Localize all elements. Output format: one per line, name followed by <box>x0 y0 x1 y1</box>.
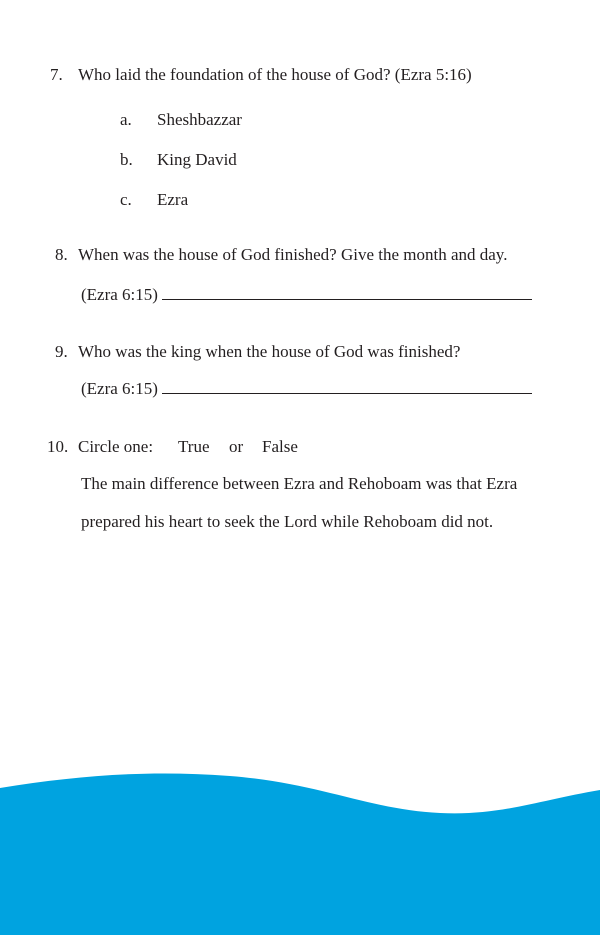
reference: (Ezra 6:15) <box>81 285 158 304</box>
answer-line <box>81 378 532 399</box>
choice-true[interactable]: True <box>178 437 210 456</box>
wave-decoration <box>0 770 600 935</box>
answer-blank[interactable] <box>162 284 532 300</box>
option-letter: a. <box>120 110 132 129</box>
option-text: Sheshbazzar <box>157 110 242 129</box>
wave-shape <box>0 773 600 935</box>
circle-prompt: Circle one: <box>78 437 154 456</box>
option-text: King David <box>157 150 237 169</box>
statement-line-1: The main difference between Ezra and Rehoboam was that Ezra <box>81 474 518 493</box>
question-number: 8. <box>55 245 68 264</box>
option-letter: b. <box>120 150 133 169</box>
answer-blank[interactable] <box>162 378 532 394</box>
answer-line <box>81 284 532 305</box>
question-number: 9. <box>55 342 68 361</box>
question-text: Who laid the foundation of the house of God? (Ezra 5:16) <box>78 65 472 84</box>
choice-false[interactable]: False <box>262 437 298 456</box>
question-number: 7. <box>50 65 63 84</box>
statement-line-2: prepared his heart to seek the Lord while Rehoboam did not. <box>81 512 494 531</box>
choice-or: or <box>229 437 244 456</box>
option-letter: c. <box>120 190 132 209</box>
question-text: Who was the king when the house of God was finished? <box>78 342 461 361</box>
option-text: Ezra <box>157 190 189 209</box>
question-number: 10. <box>47 437 69 456</box>
reference: (Ezra 6:15) <box>81 379 158 398</box>
question-text: When was the house of God finished? Give the month and day. <box>78 245 508 264</box>
